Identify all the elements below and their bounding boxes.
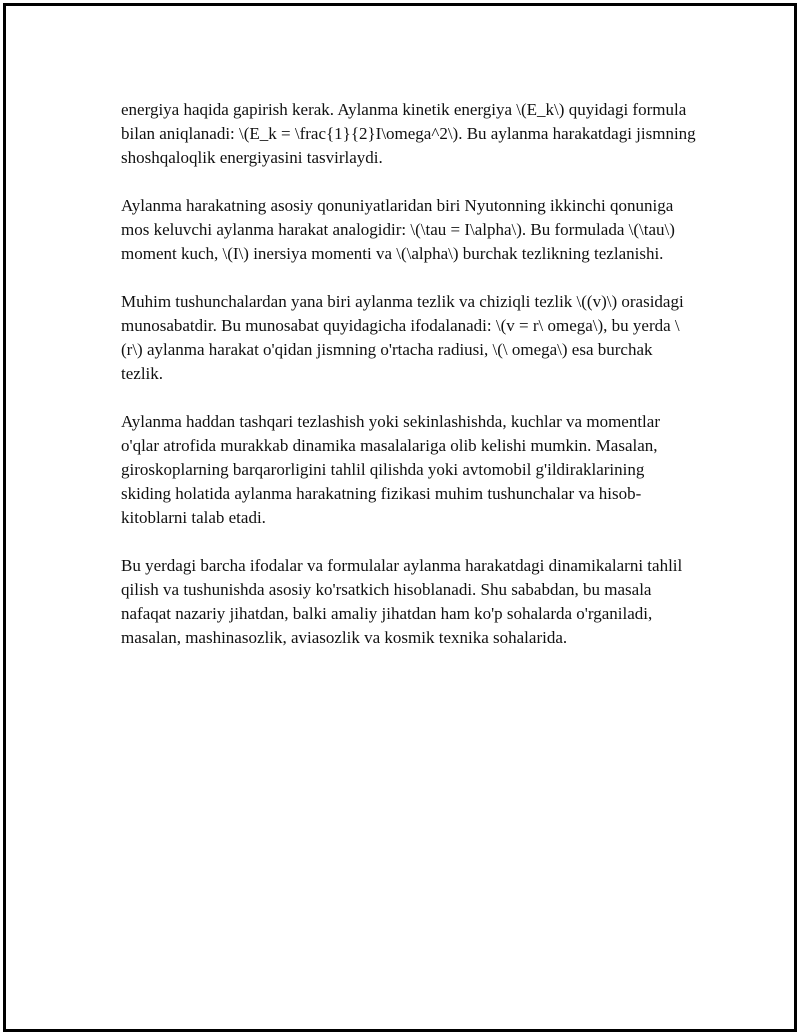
- paragraph-conclusion: Bu yerdagi barcha ifodalar va formulalar aylanma harakatdagi dinamikalarni tahlil qilish va tushunishda asosiy ko'rsatkich hisoblanadi. Shu sababdan, bu masala nafaqat nazariy jihatdan, balki amaliy jihatdan ham ko'p sohalarda o'rganiladi, masalan, mashinasozlik, aviasozlik va kosmik texnika sohalarida.: [121, 556, 683, 647]
- paragraph-kinetic-energy: energiya haqida gapirish kerak. Aylanma kinetik energiya \(E_k\) quyidagi formula bilan aniqlanadi: \(E_k = \frac{1}{2}I\omega^2\). Bu aylanma harakatdagi jismning shoshqaloqlik energiyasini tasvirlaydi.: [121, 100, 696, 167]
- paragraph-linear-velocity: Muhim tushunchalardan yana biri aylanma tezlik va chiziqli tezlik \((v)\) orasidagi munosabatdir. Bu munosabat quyidagicha ifodalanadi: \(v = r\ omega\), bu yerda \(r\) aylanma harakat o'qidan jismning o'rtacha radiusi, \(\ omega\) esa burchak tezlik.: [121, 292, 684, 383]
- document-body: [121, 98, 696, 674]
- paragraph-dynamics-examples: Aylanma haddan tashqari tezlashish yoki sekinlashishda, kuchlar va momentlar o'qlar atrofida murakkab dinamika masalalariga olib kelishi mumkin. Masalan, giroskoplarning barqarorligini tahlil qilishda yoki avtomobil g'ildiraklarining skiding holatida aylanma harakatning fizikasi muhim tushunchalar va hisob-kitoblarni talab etadi.: [121, 412, 660, 527]
- paragraph-newton-analogy: Aylanma harakatning asosiy qonuniyatlaridan biri Nyutonning ikkinchi qonuniga mos keluvchi aylanma harakat analogidir: \(\tau = I\alpha\). Bu formulada \(\tau\) moment kuch, \(I\) inersiya momenti va \(\alpha\) burchak tezlikning tezlanishi.: [121, 196, 675, 263]
- page-frame: [3, 3, 797, 1032]
